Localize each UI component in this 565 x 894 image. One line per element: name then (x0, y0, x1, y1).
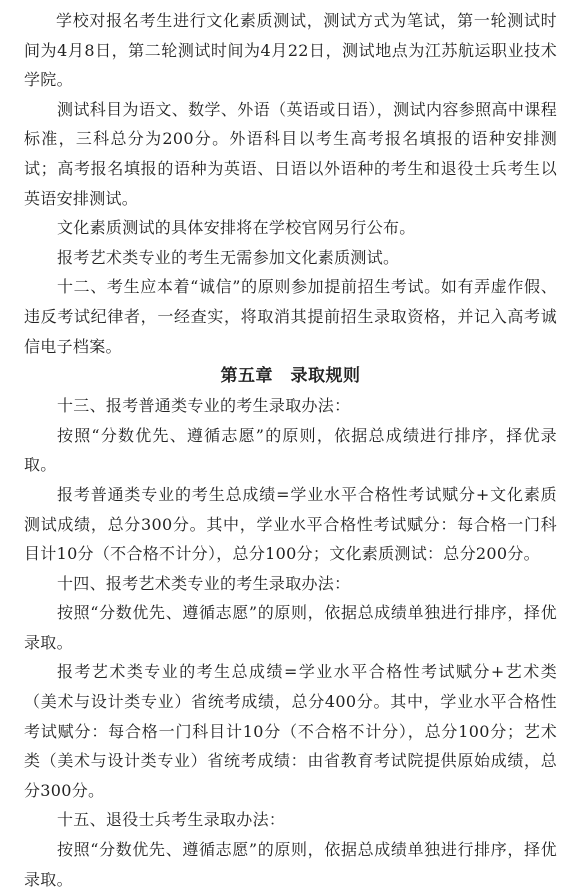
paragraph-general-total-score: 报考普通类专业的考生总成绩=学业水平合格性考试赋分+文化素质测试成绩，总分300分。其中，学业水平合格性考试赋分：每合格一门科目计10分（不合格不计分），总分100分；文化素质测试：总分200分。 (24, 484, 557, 564)
paragraph-test-arrangement: 文化素质测试的具体安排将在学校官网另行公布。 (57, 218, 416, 238)
paragraph-art-admission-heading: 十四、报考艺术类专业的考生录取办法： (57, 573, 351, 593)
paragraph-test-subjects: 测试科目为语文、数学、外语（英语或日语），测试内容参照高中课程标准，三科总分为200分。外语科目以考生高考报名填报的语种安排测试；高考报名填报的语种为英语、日语以外语种的考生和退役士兵考生以英语安排测试。 (24, 99, 557, 208)
paragraph-culture-test-schedule: 学校对报名考生进行文化素质测试，测试方式为笔试，第一轮测试时间为4月8日，第二轮测试时间为4月22日，测试地点为江苏航运职业技术学院。 (24, 11, 557, 90)
paragraph-art-total-score: 报考艺术类专业的考生总成绩=学业水平合格性考试赋分+艺术类（美术与设计类专业）省统考成绩，总分400分。其中，学业水平合格性考试赋分：每合格一门科目计10分（不合格不计分），总分100分；艺术类（美术与设计类专业）省统考成绩：由省教育考试院提供原始成绩，总分300分。 (24, 662, 557, 800)
paragraph-art-exemption: 报考艺术类专业的考生无需参加文化素质测试。 (57, 247, 400, 267)
paragraph-veteran-admission-principle: 按照“分数优先、遵循志愿”的原则，依据总成绩单独进行排序，择优录取。 (24, 840, 557, 889)
paragraph-general-admission-principle: 按照“分数优先、遵循志愿”的原则，依据总成绩进行排序，择优录取。 (24, 425, 557, 475)
paragraph-art-admission-principle: 按照“分数优先、遵循志愿”的原则，依据总成绩单独进行排序，择优录取。 (24, 603, 557, 652)
paragraph-general-admission-heading: 十三、报考普通类专业的考生录取办法： (57, 396, 351, 416)
chapter-title: 第五章 录取规则 (220, 366, 361, 387)
paragraph-veteran-admission-heading: 十五、退役士兵考生录取办法： (57, 810, 286, 830)
paragraph-integrity-rule: 十二、考生应本着“诚信”的原则参加提前招生考试。如有弄虚作假、违反考试纪律者，一经查实，将取消其提前招生录取资格，并记入高考诚信电子档案。 (24, 277, 557, 356)
